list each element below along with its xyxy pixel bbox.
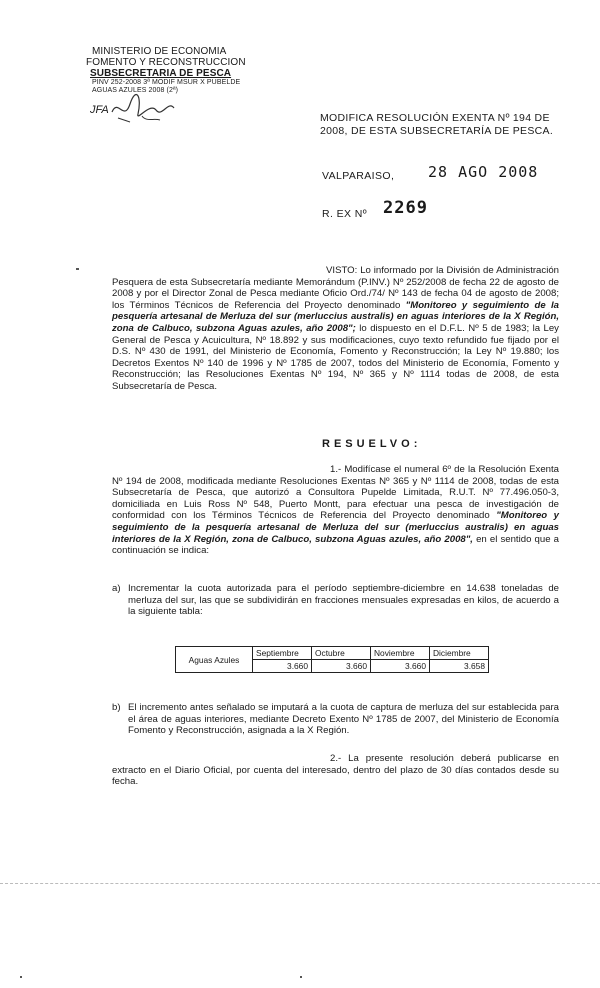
resuelvo-heading: RESUELVO: [322, 438, 422, 450]
subsecretaria-name: SUBSECRETARIA DE PESCA [90, 68, 232, 79]
article-1-text-1: 1.- Modifícase el numeral 6º de la Resolución Exenta Nº 194 de 2008, modificada mediante Resoluciones Exentas Nº 365 y Nº 1114 de 2008, todas de esta Subsecretaría de Pesca, que autorizó a Consultora Pupelde Limitada, R.U.T. Nº 77.496.050-3, domiciliada en Luis Ross Nº 548, Puerto Montt, para efectuar una pesca de investigación de conformidad con los Términos Técnicos de Referencia del Proyecto denominado [112, 464, 559, 522]
zone-cell: Aguas Azules [176, 647, 253, 673]
item-b [112, 702, 559, 737]
article-2-text: 2.- La presente resolución deberá publicarse en extracto en el Diario Oficial, por cuenta del interesado, dentro del plazo de 30 días contados desde su fecha. [112, 753, 559, 788]
article-2 [112, 753, 559, 788]
visto-project-title: "Monitoreo y seguimiento de la pesquería artesanal de Merluza del sur (merluccius australis) en aguas interiores de la X Región, zona de Calbuco, subzona Aguas azules, año 2008"; [112, 299, 560, 334]
table-row [176, 647, 489, 660]
month-header: Septiembre [253, 647, 312, 660]
article-1 [112, 464, 559, 557]
date-stamp: 28 AGO 2008 [428, 163, 539, 181]
item-b-marker: b) [112, 702, 121, 713]
signature-scribble [90, 92, 180, 126]
place-label: VALPARAISO, [322, 170, 395, 182]
initials: JFA [90, 104, 109, 116]
visto-text-1: Lo informado por la División de Administración Pesquera de esta Subsecretaría mediante Memorándum (P.INV.) Nº 252/2008 de fecha 22 de agosto de 2008 y por el Director Zonal de Pesca mediante Oficio Ord./74/ Nº 143 de fecha 04 de agosto de 2008; los Términos Técnicos de Referencia del Proyecto denominado [112, 265, 559, 311]
scan-speck [76, 268, 79, 270]
scan-speck [300, 976, 302, 978]
quota-table [175, 646, 489, 673]
month-header: Octubre [312, 647, 371, 660]
month-header: Noviembre [371, 647, 430, 660]
ministry-name: MINISTERIO DE ECONOMIA [92, 46, 227, 57]
scan-speck [20, 976, 22, 978]
quota-value: 3.660 [371, 660, 430, 673]
visto-label: VISTO: [326, 265, 358, 276]
month-header: Diciembre [430, 647, 489, 660]
item-b-text: El incremento antes señalado se imputará a la cuota de captura de merluza del sur establecida para el área de aguas interiores, mediante Decreto Exento Nº 1785 de 2007, del Ministerio de Economía Fomento y Reconstrucción, asignada a la X Región. [128, 702, 559, 737]
visto-text-2: lo dispuesto en el D.F.L. Nº 5 de 1983; la Ley General de Pesca y Acuicultura, Nº 18.892 y sus modificaciones, cuyo texto refundido fue fijado por el D.S. Nº 430 de 1991, del Ministerio de Economía, Fomento y Reconstrucción; la Ley Nº 19.880; los Decretos Exentos Nº 140 de 1996 y Nº 1785 de 2007, todos del Ministerio de Economía, Fomento y Reconstrucción; las Resoluciones Exentas Nº 194, Nº 365 y Nº 1114 todas de 2008, de esta Subsecretaría de Pesca. [112, 322, 559, 392]
item-a [112, 583, 559, 618]
ministry-name-2: FOMENTO Y RECONSTRUCCION [86, 57, 246, 68]
article-1-text-2: en el sentido que a continuación se indica: [112, 533, 559, 557]
quota-value: 3.658 [430, 660, 489, 673]
resolution-label: R. EX Nº [322, 208, 367, 220]
article-1-project-title: "Monitoreo y seguimiento de la pesquería artesanal de Merluza del sur (merluccius australis) en aguas interiores de la X Región, zona de Calbuco, subzona Aguas azules, año 2008", [112, 510, 559, 545]
quota-value: 3.660 [312, 660, 371, 673]
resolution-number: 2269 [383, 198, 428, 218]
item-a-text: Incrementar la cuota autorizada para el período septiembre-diciembre en 14.638 toneladas de merluza del sur, las que se subdividirán en fracciones mensuales expresadas en kilos, de acuerdo a la siguiente tabla: [128, 583, 559, 618]
visto-paragraph [112, 265, 559, 393]
scan-edge-line [0, 883, 600, 884]
reference-code-2: AGUAS AZULES 2008 (2ª) [92, 87, 179, 94]
quota-value: 3.660 [253, 660, 312, 673]
document-subject: MODIFICA RESOLUCIÓN EXENTA Nº 194 DE 2008, DE ESTA SUBSECRETARÍA DE PESCA. [320, 112, 554, 137]
reference-code: PINV 252-2008 3ª MODIF MSUR X PUBELDE [92, 79, 241, 86]
item-a-marker: a) [112, 583, 121, 594]
ministry-header [86, 46, 246, 95]
